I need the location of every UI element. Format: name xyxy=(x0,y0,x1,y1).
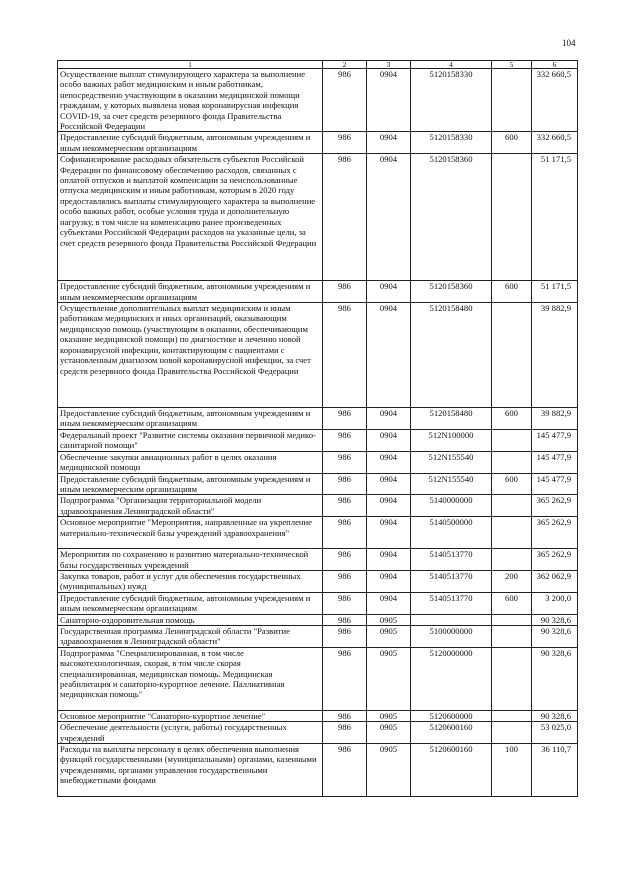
expense-type-code xyxy=(492,495,532,517)
amount: 39 882,9 xyxy=(532,303,578,408)
ved-code: 986 xyxy=(323,69,367,132)
table-row xyxy=(58,132,578,154)
target-article-code: 512N155540 xyxy=(411,451,492,473)
expense-type-code: 600 xyxy=(492,281,532,303)
row-name: Расходы на выплаты персоналу в целях обеспечения выполнения функций государственными (муниципальными) органами, казенными учреждениями, органами управления государственными внебюджетными фондами xyxy=(58,744,323,797)
amount: 145 477,9 xyxy=(532,473,578,495)
amount: 51 171,5 xyxy=(532,281,578,303)
row-name: Подпрограмма "Организация территориальной модели здравоохранения Ленинградской области" xyxy=(58,495,323,517)
ved-code: 986 xyxy=(323,625,367,647)
ved-code: 986 xyxy=(323,722,367,744)
amount: 36 110,7 xyxy=(532,744,578,797)
row-name: Обеспечение закупки авиационных работ в целях оказания медицинской помощи xyxy=(58,451,323,473)
amount: 145 477,9 xyxy=(532,429,578,451)
section-code: 0904 xyxy=(367,132,411,154)
column-number: 6 xyxy=(532,61,578,69)
column-number: 4 xyxy=(411,61,492,69)
row-name: Предоставление субсидий бюджетным, автономным учреждениям и иным некоммерческим организациям xyxy=(58,473,323,495)
ved-code: 986 xyxy=(323,132,367,154)
ved-code: 986 xyxy=(323,451,367,473)
ved-code: 986 xyxy=(323,408,367,430)
row-name: Осуществление дополнительных выплат медицинским и иным работникам медицинских и иных организаций, оказывающим медицинскую помощь (участвующим в оказании, обеспечивающим оказание медицинской помощи) по диагностике и лечению новой коронавирусной инфекции, контактирующим с пациентами с установленным диагнозом новой коронавирусной инфекции, за счет средств резервного фонда Правительства Российской Федерации xyxy=(58,303,323,408)
table-row xyxy=(58,549,578,571)
section-code: 0904 xyxy=(367,69,411,132)
expense-type-code xyxy=(492,429,532,451)
expense-type-code xyxy=(492,647,532,710)
amount: 3 200,0 xyxy=(532,592,578,614)
section-code: 0905 xyxy=(367,647,411,710)
section-code: 0905 xyxy=(367,744,411,797)
target-article-code: 5140000000 xyxy=(411,495,492,517)
amount: 362 062,9 xyxy=(532,570,578,592)
ved-code: 986 xyxy=(323,517,367,549)
table-row xyxy=(58,281,578,303)
target-article-code xyxy=(411,614,492,625)
table-row xyxy=(58,154,578,281)
section-code: 0905 xyxy=(367,614,411,625)
expense-type-code xyxy=(492,710,532,721)
column-number-row xyxy=(58,61,578,69)
amount: 53 025,0 xyxy=(532,722,578,744)
row-name: Софинансирование расходных обязательств субъектов Российской Федерации по финансовому обеспечению расходов, связанных с оплатой отпусков и выплатой компенсации за неиспользованные отпуска медицинским и иным работникам, которым в 2020 году предоставлялись выплаты стимулирующего характера за выполнение особо важных работ, особые условия труда и дополнительную нагрузку, в том числе на компенсацию ранее произведенных субъектами Российской Федерации расходов на указанные цели, за счет средств резервного фонда Правительства Российской Федерации xyxy=(58,154,323,281)
amount: 332 660,5 xyxy=(532,69,578,132)
section-code: 0904 xyxy=(367,281,411,303)
table-row xyxy=(58,722,578,744)
section-code: 0904 xyxy=(367,495,411,517)
target-article-code: 5120000000 xyxy=(411,647,492,710)
expense-type-code xyxy=(492,303,532,408)
expense-type-code xyxy=(492,69,532,132)
section-code: 0904 xyxy=(367,303,411,408)
section-code: 0904 xyxy=(367,570,411,592)
section-code: 0904 xyxy=(367,451,411,473)
target-article-code: 5140513770 xyxy=(411,549,492,571)
target-article-code: 5140513770 xyxy=(411,592,492,614)
row-name: Подпрограмма "Специализированная, в том числе высокотехнологичная, скорая, в том числе скорая специализированная, медицинская помощь. Медицинская реабилитация и санаторно-курортное лечение. Паллиативная медицинская помощь" xyxy=(58,647,323,710)
ved-code: 986 xyxy=(323,549,367,571)
ved-code: 986 xyxy=(323,429,367,451)
section-code: 0904 xyxy=(367,429,411,451)
expense-type-code: 600 xyxy=(492,408,532,430)
row-name: Обеспечение деятельности (услуги, работы) государственных учреждений xyxy=(58,722,323,744)
section-code: 0904 xyxy=(367,517,411,549)
row-name: Государственная программа Ленинградской области "Развитие здравоохранения в Ленинградской области" xyxy=(58,625,323,647)
target-article-code: 5140500000 xyxy=(411,517,492,549)
expense-type-code xyxy=(492,549,532,571)
section-code: 0904 xyxy=(367,408,411,430)
ved-code: 986 xyxy=(323,281,367,303)
column-number: 2 xyxy=(323,61,367,69)
amount: 365 262,9 xyxy=(532,495,578,517)
ved-code: 986 xyxy=(323,154,367,281)
table-row xyxy=(58,473,578,495)
ved-code: 986 xyxy=(323,647,367,710)
section-code: 0905 xyxy=(367,625,411,647)
table-row xyxy=(58,429,578,451)
expense-type-code xyxy=(492,614,532,625)
amount: 90 328,6 xyxy=(532,647,578,710)
table-row xyxy=(58,570,578,592)
expense-type-code xyxy=(492,451,532,473)
expense-type-code: 600 xyxy=(492,132,532,154)
expense-type-code xyxy=(492,625,532,647)
expense-type-code: 600 xyxy=(492,592,532,614)
target-article-code: 512N155540 xyxy=(411,473,492,495)
row-name: Основное мероприятие "Мероприятия, направленные на укрепление материально-технической базы учреждений здравоохранения" xyxy=(58,517,323,549)
target-article-code: 5120158480 xyxy=(411,303,492,408)
amount: 90 328,6 xyxy=(532,614,578,625)
table-row xyxy=(58,647,578,710)
ved-code: 986 xyxy=(323,614,367,625)
table-row xyxy=(58,517,578,549)
ved-code: 986 xyxy=(323,570,367,592)
expense-type-code xyxy=(492,517,532,549)
page-number: 104 xyxy=(562,38,576,48)
section-code: 0905 xyxy=(367,710,411,721)
expense-type-code: 600 xyxy=(492,473,532,495)
amount: 51 171,5 xyxy=(532,154,578,281)
section-code: 0904 xyxy=(367,473,411,495)
section-code: 0904 xyxy=(367,154,411,281)
column-number: 5 xyxy=(492,61,532,69)
table-row xyxy=(58,592,578,614)
target-article-code: 5120600160 xyxy=(411,722,492,744)
target-article-code: 5120158330 xyxy=(411,69,492,132)
row-name: Предоставление субсидий бюджетным, автономным учреждениям и иным некоммерческим организациям xyxy=(58,132,323,154)
target-article-code: 5120158360 xyxy=(411,281,492,303)
expense-type-code xyxy=(492,722,532,744)
ved-code: 986 xyxy=(323,473,367,495)
ved-code: 986 xyxy=(323,744,367,797)
target-article-code: 5100000000 xyxy=(411,625,492,647)
table-row xyxy=(58,69,578,132)
section-code: 0905 xyxy=(367,722,411,744)
amount: 90 328,6 xyxy=(532,625,578,647)
table-row xyxy=(58,744,578,797)
row-name: Предоставление субсидий бюджетным, автономным учреждениям и иным некоммерческим организациям xyxy=(58,281,323,303)
row-name: Осуществление выплат стимулирующего характера за выполнение особо важных работ медицинским и иным работникам, непосредственно участвующим в оказании медицинской помощи гражданам, у которых выявлена новая коронавирусная инфекция COVID-19, за счет средств резервного фонда Правительства Российской Федерации xyxy=(58,69,323,132)
target-article-code: 5120158360 xyxy=(411,154,492,281)
row-name: Мероприятия по сохранению и развитию материально-технической базы государственных учреждений xyxy=(58,549,323,571)
amount: 90 328,6 xyxy=(532,710,578,721)
target-article-code: 5140513770 xyxy=(411,570,492,592)
expense-type-code: 200 xyxy=(492,570,532,592)
table-row xyxy=(58,710,578,721)
amount: 39 882,9 xyxy=(532,408,578,430)
row-name: Основное мероприятие "Санаторно-курортное лечение" xyxy=(58,710,323,721)
expense-type-code xyxy=(492,154,532,281)
target-article-code: 5120158330 xyxy=(411,132,492,154)
target-article-code: 5120600160 xyxy=(411,744,492,797)
table-row xyxy=(58,625,578,647)
ved-code: 986 xyxy=(323,592,367,614)
amount: 365 262,9 xyxy=(532,517,578,549)
section-code: 0904 xyxy=(367,592,411,614)
row-name: Санаторно-оздоровительная помощь xyxy=(58,614,323,625)
ved-code: 986 xyxy=(323,710,367,721)
expense-type-code: 100 xyxy=(492,744,532,797)
table-row xyxy=(58,495,578,517)
ved-code: 986 xyxy=(323,495,367,517)
amount: 365 262,9 xyxy=(532,549,578,571)
row-name: Федеральный проект "Развитие системы оказания первичной медико-санитарной помощи" xyxy=(58,429,323,451)
column-number: 3 xyxy=(367,61,411,69)
row-name: Закупка товаров, работ и услуг для обеспечения государственных (муниципальных) нужд xyxy=(58,570,323,592)
target-article-code: 512N100000 xyxy=(411,429,492,451)
row-name: Предоставление субсидий бюджетным, автономным учреждениям и иным некоммерческим организациям xyxy=(58,592,323,614)
table-row xyxy=(58,614,578,625)
target-article-code: 5120600000 xyxy=(411,710,492,721)
table-row xyxy=(58,303,578,408)
column-number: 1 xyxy=(58,61,323,69)
table-row xyxy=(58,451,578,473)
row-name: Предоставление субсидий бюджетным, автономным учреждениям и иным некоммерческим организациям xyxy=(58,408,323,430)
table-row xyxy=(58,408,578,430)
amount: 332 660,5 xyxy=(532,132,578,154)
section-code: 0904 xyxy=(367,549,411,571)
amount: 145 477,9 xyxy=(532,451,578,473)
target-article-code: 5120158480 xyxy=(411,408,492,430)
budget-table xyxy=(57,60,578,797)
ved-code: 986 xyxy=(323,303,367,408)
